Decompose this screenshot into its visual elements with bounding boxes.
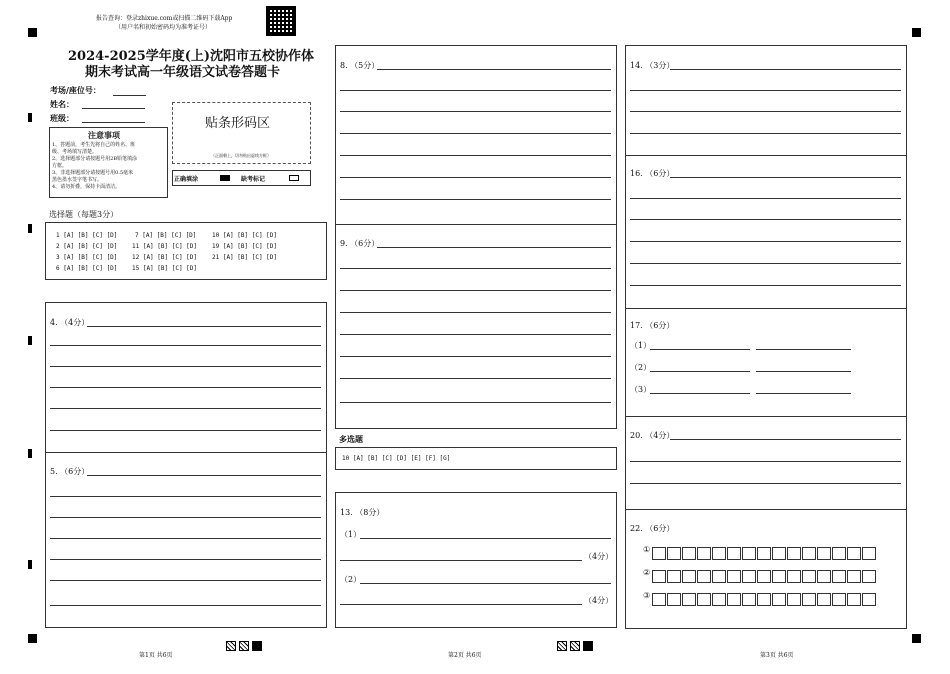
- answer-line[interactable]: [340, 312, 611, 313]
- answer-line[interactable]: [340, 560, 582, 561]
- page-number-3: 第3页 共6页: [760, 652, 794, 659]
- answer-line[interactable]: [50, 580, 321, 581]
- answer-cell[interactable]: [667, 570, 681, 583]
- answer-cell[interactable]: [727, 570, 741, 583]
- absent-mark-label: 缺考标记: [241, 176, 266, 183]
- mc-option-row[interactable]: 7 [A] [B] [C] [D]: [135, 232, 197, 239]
- answer-cell[interactable]: [862, 570, 876, 583]
- answer-cell[interactable]: [817, 593, 831, 606]
- q22-grid-row[interactable]: [643, 591, 877, 610]
- mc-option-row[interactable]: 11 [A] [B] [C] [D]: [132, 243, 198, 250]
- answer-cell[interactable]: [772, 570, 786, 583]
- notice-item: 4、请勿折叠，保持卡面清洁。: [52, 184, 121, 190]
- answer-line[interactable]: [650, 393, 750, 394]
- q22-row-marker: ③: [643, 591, 651, 600]
- answer-line[interactable]: [630, 461, 901, 462]
- q14-label: 14. （3分）: [630, 61, 675, 70]
- answer-cell[interactable]: [682, 547, 696, 560]
- answer-cell[interactable]: [862, 593, 876, 606]
- seat-field[interactable]: [113, 95, 146, 96]
- answer-line[interactable]: [50, 559, 321, 560]
- q4-label: 4. （4分）: [50, 318, 90, 327]
- mc-option-row[interactable]: 1 [A] [B] [C] [D]: [56, 232, 118, 239]
- answer-line[interactable]: [340, 604, 582, 605]
- answer-line[interactable]: [340, 133, 611, 134]
- answer-line[interactable]: [340, 290, 611, 291]
- hatched-square-icon: [557, 641, 567, 651]
- q17-label: 17. （6分）: [630, 321, 675, 330]
- q20-label: 20. （4分）: [630, 431, 675, 440]
- answer-line[interactable]: [340, 378, 611, 379]
- answer-cell[interactable]: [742, 593, 756, 606]
- solid-square-icon: [583, 641, 593, 651]
- answer-line[interactable]: [630, 198, 901, 199]
- page-title-line1: 2024-2025学年度(上)沈阳市五校协作体: [68, 49, 315, 64]
- timing-mark: [28, 336, 32, 345]
- corner-mark-bottom-left: [28, 634, 37, 643]
- barcode-note: （正面朝上，切勿贴出虚线方框）: [211, 153, 271, 158]
- answer-cell[interactable]: [697, 547, 711, 560]
- report-note-line2: （用户名和初始密码均为准考证号）: [115, 24, 212, 31]
- answer-cell[interactable]: [652, 593, 666, 606]
- answer-cell[interactable]: [772, 593, 786, 606]
- answer-line[interactable]: [50, 430, 321, 431]
- page-code-marks: [557, 636, 593, 655]
- q16-label: 16. （6分）: [630, 169, 675, 178]
- answer-line[interactable]: [630, 263, 901, 264]
- answer-cell[interactable]: [757, 593, 771, 606]
- mc-option-row[interactable]: 2 [A] [B] [C] [D]: [56, 243, 118, 250]
- q5-label: 5. （6分）: [50, 467, 90, 476]
- timing-mark: [28, 224, 32, 233]
- mc-option-row[interactable]: 12 [A] [B] [C] [D]: [132, 254, 198, 261]
- section-divider: [625, 155, 907, 156]
- notice-item: 方框。: [52, 163, 68, 169]
- timing-mark: [28, 560, 32, 569]
- answer-line[interactable]: [340, 199, 611, 200]
- report-note-line1: 报告查询：登录zhixue.com或扫描二维码下载App: [96, 15, 233, 22]
- answer-cell[interactable]: [712, 570, 726, 583]
- timing-mark: [28, 113, 32, 122]
- answer-line[interactable]: [340, 268, 611, 269]
- q9-label: 9. （6分）: [340, 239, 380, 248]
- answer-cell[interactable]: [742, 547, 756, 560]
- hatched-square-icon: [239, 641, 249, 651]
- answer-line[interactable]: [756, 349, 851, 350]
- notice-item: 3、非选择题部分请按题号用0.5毫米: [52, 170, 134, 176]
- notice-item: 1、答题前，考生先将自己的姓名、班: [52, 142, 136, 148]
- section-divider: [45, 452, 327, 453]
- answer-line[interactable]: [650, 349, 750, 350]
- answer-line[interactable]: [340, 90, 611, 91]
- notice-item: 2、选择题部分请按题号用2B铅笔填涂: [52, 156, 138, 162]
- answer-cell[interactable]: [817, 570, 831, 583]
- answer-cell[interactable]: [712, 593, 726, 606]
- answer-cell[interactable]: [847, 570, 861, 583]
- answer-cell[interactable]: [697, 570, 711, 583]
- fill-legend: [172, 170, 311, 186]
- answer-cell[interactable]: [832, 547, 846, 560]
- class-label: 班级：: [50, 113, 74, 123]
- answer-cell[interactable]: [772, 547, 786, 560]
- page-number-1: 第1页 共6页: [139, 652, 173, 659]
- mc-option-row[interactable]: 10 [A] [B] [C] [D]: [212, 232, 278, 239]
- correct-fill-label: 正确填涂: [174, 176, 199, 183]
- mc-option-row[interactable]: 6 [A] [B] [C] [D]: [56, 265, 118, 272]
- answer-cell[interactable]: [847, 547, 861, 560]
- answer-cell[interactable]: [862, 547, 876, 560]
- answer-line[interactable]: [50, 496, 321, 497]
- mc-option-row[interactable]: 3 [A] [B] [C] [D]: [56, 254, 118, 261]
- q17-part1-label: （1）: [630, 341, 652, 350]
- section-divider: [625, 416, 907, 417]
- answer-line[interactable]: [630, 241, 901, 242]
- absent-mark-checkbox[interactable]: [289, 175, 299, 181]
- answer-line[interactable]: [87, 326, 321, 327]
- qr-code-icon: [266, 6, 296, 36]
- answer-line[interactable]: [340, 177, 611, 178]
- answer-line[interactable]: [50, 605, 321, 606]
- answer-cell[interactable]: [802, 547, 816, 560]
- multi-select-title: 多选题: [339, 434, 363, 444]
- answer-line[interactable]: [650, 371, 750, 372]
- mc-option-row[interactable]: 21 [A] [B] [C] [D]: [212, 254, 278, 261]
- answer-line[interactable]: [340, 402, 611, 403]
- page-title-line2: 期末考试高一年级语文试卷答题卡: [85, 65, 281, 80]
- q22-row-marker: ①: [643, 545, 651, 554]
- answer-line[interactable]: [630, 90, 901, 91]
- correct-fill-sample: [220, 175, 230, 181]
- answer-cell[interactable]: [802, 570, 816, 583]
- answer-line[interactable]: [377, 247, 611, 248]
- barcode-area: [172, 102, 311, 164]
- multi-select-box: [335, 447, 617, 470]
- answer-line[interactable]: [670, 177, 901, 178]
- q22-row-marker: ②: [643, 568, 651, 577]
- answer-cell[interactable]: [712, 547, 726, 560]
- answer-cell[interactable]: [682, 593, 696, 606]
- answer-cell[interactable]: [787, 593, 801, 606]
- answer-line[interactable]: [756, 393, 851, 394]
- hatched-square-icon: [226, 641, 236, 651]
- q13-part1-label: （1）: [340, 530, 362, 539]
- page-code-marks: [226, 636, 262, 655]
- section-divider: [625, 509, 907, 510]
- answer-line[interactable]: [87, 475, 321, 476]
- answer-line[interactable]: [50, 517, 321, 518]
- multi-option-row[interactable]: 10 [A] [B] [C] [D] [E] [F] [G]: [342, 455, 451, 462]
- answer-line[interactable]: [50, 387, 321, 388]
- mc-section-title: 选择题（每题3分）: [49, 210, 119, 219]
- answer-cell[interactable]: [832, 570, 846, 583]
- answer-cell[interactable]: [727, 547, 741, 560]
- q13-part1-points: （4分）: [584, 552, 614, 561]
- solid-square-icon: [252, 641, 262, 651]
- mc-option-row[interactable]: 19 [A] [B] [C] [D]: [212, 243, 278, 250]
- notice-box: [49, 127, 168, 198]
- answer-cell[interactable]: [832, 593, 846, 606]
- answer-cell[interactable]: [667, 593, 681, 606]
- answer-line[interactable]: [756, 371, 851, 372]
- q22-grid-row[interactable]: [643, 545, 877, 564]
- mc-answer-box: [45, 222, 327, 280]
- seat-label: 考场/座位号：: [50, 85, 101, 95]
- answer-cell[interactable]: [817, 547, 831, 560]
- mc-option-row[interactable]: 15 [A] [B] [C] [D]: [132, 265, 198, 272]
- answer-cell[interactable]: [652, 547, 666, 560]
- answer-line[interactable]: [340, 356, 611, 357]
- answer-cell[interactable]: [652, 570, 666, 583]
- answer-line[interactable]: [630, 133, 901, 134]
- q8-label: 8. （5分）: [340, 61, 380, 70]
- q13-part2-label: （2）: [340, 575, 362, 584]
- answer-line[interactable]: [630, 111, 901, 112]
- name-label: 姓名：: [50, 99, 74, 109]
- q13-label: 13. （8分）: [340, 508, 385, 517]
- notice-item: 级、考场填写清楚。: [52, 149, 98, 155]
- answer-line[interactable]: [50, 538, 321, 539]
- q22-label: 22. （6分）: [630, 524, 675, 533]
- answer-cell[interactable]: [682, 570, 696, 583]
- answer-cell[interactable]: [787, 547, 801, 560]
- q17-part2-label: （2）: [630, 363, 652, 372]
- notice-item: 黑色墨水签字笔书写。: [52, 177, 103, 183]
- answer-cell[interactable]: [727, 593, 741, 606]
- answer-line[interactable]: [630, 285, 901, 286]
- answer-cell[interactable]: [802, 593, 816, 606]
- answer-line[interactable]: [630, 483, 901, 484]
- answer-line[interactable]: [377, 69, 611, 70]
- hatched-square-icon: [570, 641, 580, 651]
- section-divider: [335, 224, 617, 225]
- answer-line[interactable]: [340, 334, 611, 335]
- answer-line[interactable]: [340, 111, 611, 112]
- answer-line[interactable]: [670, 69, 901, 70]
- answer-cell[interactable]: [757, 570, 771, 583]
- answer-line[interactable]: [670, 439, 901, 440]
- corner-mark-top-right: [912, 28, 921, 37]
- answer-line[interactable]: [50, 408, 321, 409]
- corner-mark-top-left: [28, 28, 37, 37]
- answer-line[interactable]: [360, 538, 611, 539]
- answer-line[interactable]: [630, 219, 901, 220]
- q8-q9-box: [335, 45, 617, 429]
- q13-part2-points: （4分）: [584, 596, 614, 605]
- q22-grid-row[interactable]: [643, 568, 877, 587]
- answer-cell[interactable]: [847, 593, 861, 606]
- answer-cell[interactable]: [757, 547, 771, 560]
- corner-mark-bottom-right: [912, 634, 921, 643]
- section-divider: [625, 308, 907, 309]
- answer-cell[interactable]: [697, 593, 711, 606]
- answer-cell[interactable]: [667, 547, 681, 560]
- name-field[interactable]: [82, 108, 145, 109]
- answer-cell[interactable]: [742, 570, 756, 583]
- answer-line[interactable]: [340, 155, 611, 156]
- timing-mark: [28, 449, 32, 458]
- answer-line[interactable]: [50, 345, 321, 346]
- answer-line[interactable]: [360, 583, 611, 584]
- answer-line[interactable]: [50, 366, 321, 367]
- barcode-label: 贴条形码区: [205, 116, 271, 131]
- page-number-2: 第2页 共6页: [448, 652, 482, 659]
- answer-cell[interactable]: [787, 570, 801, 583]
- class-field[interactable]: [82, 122, 145, 123]
- notice-title: 注意事项: [88, 130, 120, 140]
- q17-part3-label: （3）: [630, 385, 652, 394]
